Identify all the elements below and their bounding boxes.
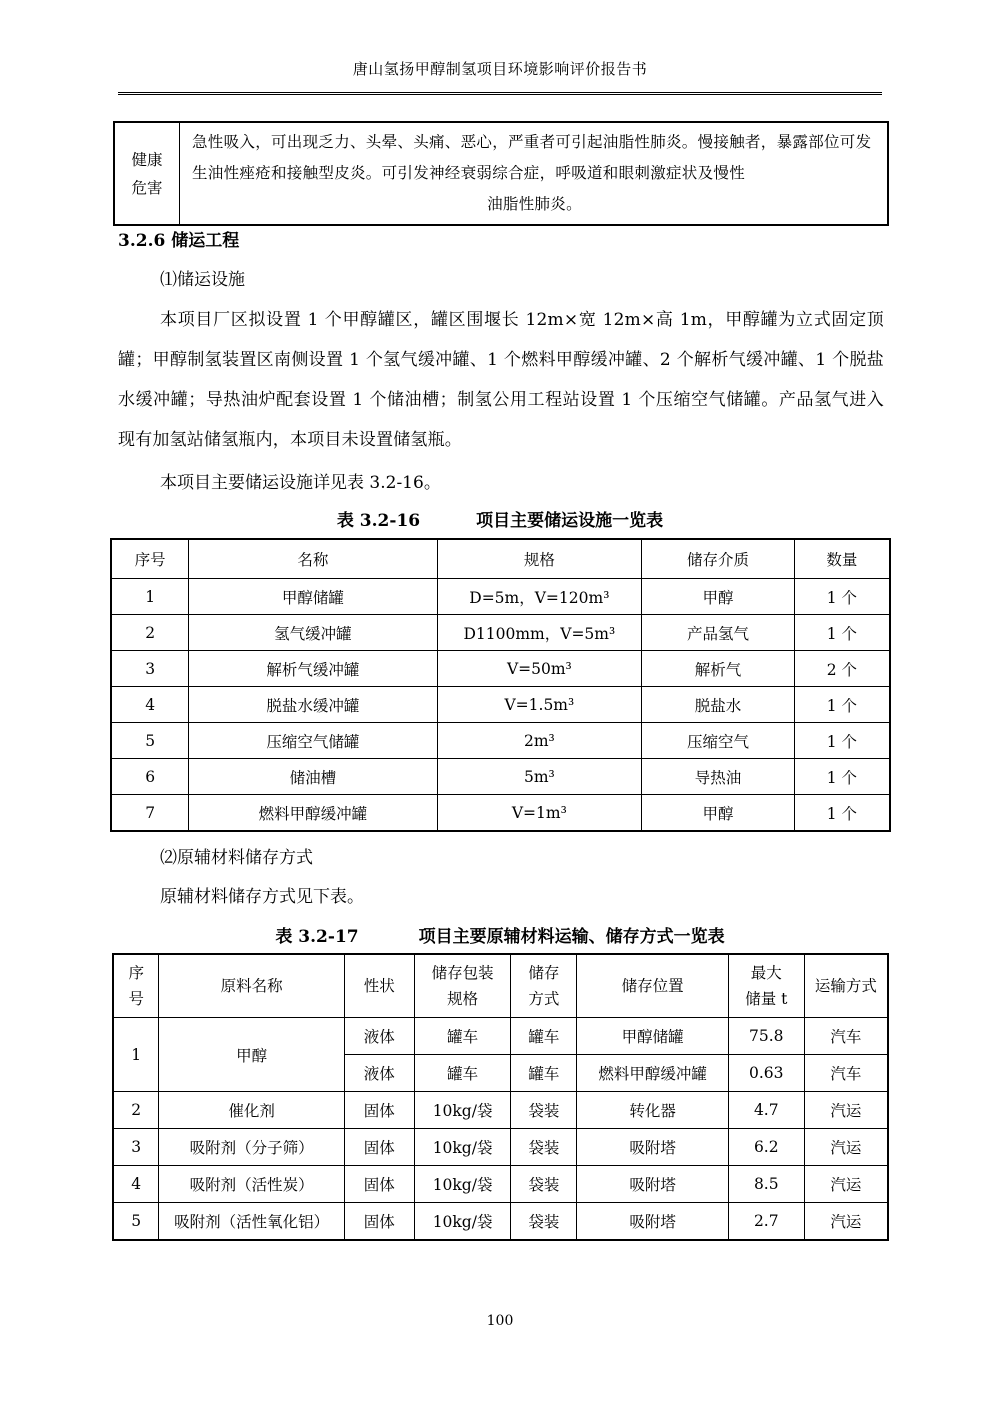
table-cell: 1 个 (794, 795, 890, 832)
table-cell: 甲醇 (642, 795, 795, 832)
header-mode-line1: 储存 (528, 964, 560, 982)
table-cell: 罐车 (511, 1018, 577, 1055)
table-cell: 1 个 (794, 579, 890, 615)
table-cell: 燃料甲醇缓冲罐 (189, 795, 437, 832)
table-cell: 3 (111, 651, 189, 687)
table-header-cell: 储存介质 (642, 539, 795, 579)
table-cell: 罐车 (414, 1018, 511, 1055)
table-row (111, 579, 890, 615)
table-cell: 10kg/袋 (414, 1166, 511, 1203)
table-cell: D1100mm，V=5m³ (437, 615, 642, 651)
table-cell: 固体 (344, 1129, 414, 1166)
health-text-main: 急性吸入，可出现乏力、头晕、头痛、恶心，严重者可引起油脂性肺炎。慢接触者，暴露部位可发生油性痤疮和接触型皮炎。可引发神经衰弱综合症，呼吸道和眼刺激症状及慢性 (192, 133, 872, 182)
table-header-cell (728, 954, 804, 1018)
table-cell: 袋装 (511, 1203, 577, 1241)
page-number: 100 (486, 1313, 514, 1329)
table-cell: 汽车 (804, 1055, 888, 1092)
table-header-cell: 序号 (111, 539, 189, 579)
table17-number: 表 3.2-17 (275, 927, 359, 947)
table-cell: 1 (111, 579, 189, 615)
table-row (113, 1018, 888, 1055)
table-cell: 吸附塔 (577, 1166, 729, 1203)
table-header-cell: 储存位置 (577, 954, 729, 1018)
table-cell: 5 (113, 1203, 159, 1241)
header-max-line2: 储量 t (745, 990, 788, 1008)
table-cell: 储油槽 (189, 759, 437, 795)
table-cell: 10kg/袋 (414, 1129, 511, 1166)
table-cell: 1 (113, 1018, 159, 1092)
table16-reference: 本项目主要储运设施详见表 3.2-16。 (160, 473, 441, 493)
table-cell: 液体 (344, 1018, 414, 1055)
table-cell: 导热油 (642, 759, 795, 795)
table16-caption (0, 506, 1000, 531)
table-cell: 吸附剂（活性炭） (159, 1166, 344, 1203)
header-seq-line1: 序 (128, 964, 144, 982)
table-cell: 甲醇储罐 (577, 1018, 729, 1055)
table-cell: 4 (113, 1166, 159, 1203)
table-cell: 固体 (344, 1203, 414, 1241)
section-heading: 3.2.6 储运工程 (118, 231, 240, 251)
health-label-line1: 健康 (131, 150, 163, 169)
table-header-cell: 规格 (437, 539, 642, 579)
table-cell: 吸附剂（活性氧化铝） (159, 1203, 344, 1241)
table-cell: 催化剂 (159, 1092, 344, 1129)
table-cell: 汽运 (804, 1203, 888, 1241)
table-cell: 解析气 (642, 651, 795, 687)
table-row (111, 795, 890, 832)
table-cell: V=1.5m³ (437, 687, 642, 723)
table-row (113, 1203, 888, 1241)
table-cell: 7 (111, 795, 189, 832)
health-hazard-table (113, 121, 889, 226)
table-cell: 1 个 (794, 723, 890, 759)
subheading-storage-facilities: ⑴储运设施 (160, 270, 245, 290)
body-paragraph: 本项目厂区拟设置 1 个甲醇罐区，罐区围堰长 12m×宽 12m×高 1m，甲醇罐为立式固定顶罐；甲醇制氢装置区南侧设置 1 个氢气缓冲罐、1 个燃料甲醇缓冲罐、2 个解析气缓冲罐、1 个脱盐水缓冲罐；导热油炉配套设置 1 个储油槽；制氢公用工程站设置 1 个压缩空气储罐。产品氢气进入现有加氢站储氢瓶内，本项目未设置储氢瓶。 (118, 310, 884, 450)
table-cell: 5 (111, 723, 189, 759)
header-mode-line2: 方式 (528, 990, 560, 1008)
table-cell: 吸附塔 (577, 1129, 729, 1166)
header-seq-line2: 号 (128, 990, 144, 1008)
table-cell: 1 个 (794, 759, 890, 795)
table-row (111, 651, 890, 687)
table-cell: 75.8 (728, 1018, 804, 1055)
table-cell: 解析气缓冲罐 (189, 651, 437, 687)
table-cell: 2 (113, 1092, 159, 1129)
table-cell: 4 (111, 687, 189, 723)
table-cell: 产品氢气 (642, 615, 795, 651)
table-cell: 甲醇 (642, 579, 795, 615)
table16-number: 表 3.2-16 (336, 511, 421, 531)
table-cell: 3 (113, 1129, 159, 1166)
table-cell: 转化器 (577, 1092, 729, 1129)
table-header-cell: 性状 (344, 954, 414, 1018)
table-cell: 甲醇储罐 (189, 579, 437, 615)
table-cell: 4.7 (728, 1092, 804, 1129)
table-header-row (111, 539, 890, 579)
table-cell: V=1m³ (437, 795, 642, 832)
table-cell: 10kg/袋 (414, 1092, 511, 1129)
table-cell: 袋装 (511, 1092, 577, 1129)
table-row (111, 615, 890, 651)
table-cell: 10kg/袋 (414, 1203, 511, 1241)
materials-storage-table (112, 953, 889, 1241)
table-cell: 液体 (344, 1055, 414, 1092)
table-header-cell: 数量 (794, 539, 890, 579)
table-row (111, 759, 890, 795)
table-cell: 固体 (344, 1092, 414, 1129)
table-cell: 汽车 (804, 1018, 888, 1055)
table-cell: 8.5 (728, 1166, 804, 1203)
table16-title: 项目主要储运设施一览表 (476, 511, 664, 531)
table-cell: 甲醇 (159, 1018, 344, 1092)
table-cell: 罐车 (414, 1055, 511, 1092)
table-cell: 2 (111, 615, 189, 651)
table-row (113, 1092, 888, 1129)
health-hazard-row (114, 122, 888, 225)
table-cell: 汽运 (804, 1092, 888, 1129)
health-hazard-text (180, 122, 889, 225)
table-cell: 6 (111, 759, 189, 795)
table-cell: 压缩空气 (642, 723, 795, 759)
table-header-cell: 原料名称 (159, 954, 344, 1018)
subheading-material-storage: ⑵原辅材料储存方式 (160, 848, 313, 868)
table-cell: 袋装 (511, 1129, 577, 1166)
table17-caption (0, 922, 1000, 947)
table-header-cell (414, 954, 511, 1018)
table-cell: 1 个 (794, 615, 890, 651)
table-cell: 2m³ (437, 723, 642, 759)
table-cell: 汽运 (804, 1129, 888, 1166)
table-cell: 固体 (344, 1166, 414, 1203)
table-cell: 燃料甲醇缓冲罐 (577, 1055, 729, 1092)
table-cell: 吸附剂（分子筛） (159, 1129, 344, 1166)
table-row (111, 723, 890, 759)
table-cell: 汽运 (804, 1166, 888, 1203)
storage-facilities-table (110, 538, 891, 832)
table-header-cell (113, 954, 159, 1018)
table-cell: 5m³ (437, 759, 642, 795)
table-cell: 2 个 (794, 651, 890, 687)
table17-reference: 原辅材料储存方式见下表。 (160, 887, 364, 907)
table-header-cell (511, 954, 577, 1018)
table17-title: 项目主要原辅材料运输、储存方式一览表 (418, 927, 725, 947)
table-header-cell: 运输方式 (804, 954, 888, 1018)
table-cell: 罐车 (511, 1055, 577, 1092)
header-pack-line2: 规格 (447, 990, 479, 1008)
table-row (113, 1129, 888, 1166)
table-row (111, 687, 890, 723)
table-cell: 压缩空气储罐 (189, 723, 437, 759)
table-cell: 1 个 (794, 687, 890, 723)
table-cell: 脱盐水缓冲罐 (189, 687, 437, 723)
health-label-line2: 危害 (131, 178, 163, 197)
running-header: 唐山氢扬甲醇制氢项目环境影响评价报告书 (352, 60, 648, 78)
table-header-row (113, 954, 888, 1018)
table-cell: 袋装 (511, 1166, 577, 1203)
table-cell: 氢气缓冲罐 (189, 615, 437, 651)
table-cell: 0.63 (728, 1055, 804, 1092)
header-max-line1: 最大 (750, 964, 782, 982)
table-cell: 6.2 (728, 1129, 804, 1166)
table-row (113, 1166, 888, 1203)
header-rule (118, 92, 882, 95)
table-header-cell: 名称 (189, 539, 437, 579)
table-cell: 2.7 (728, 1203, 804, 1241)
table-cell: V=50m³ (437, 651, 642, 687)
table-cell: 脱盐水 (642, 687, 795, 723)
health-hazard-label (114, 122, 180, 225)
health-text-last: 油脂性肺炎。 (487, 195, 582, 213)
header-pack-line1: 储存包装 (431, 964, 494, 982)
table-cell: D=5m，V=120m³ (437, 579, 642, 615)
table-cell: 吸附塔 (577, 1203, 729, 1241)
